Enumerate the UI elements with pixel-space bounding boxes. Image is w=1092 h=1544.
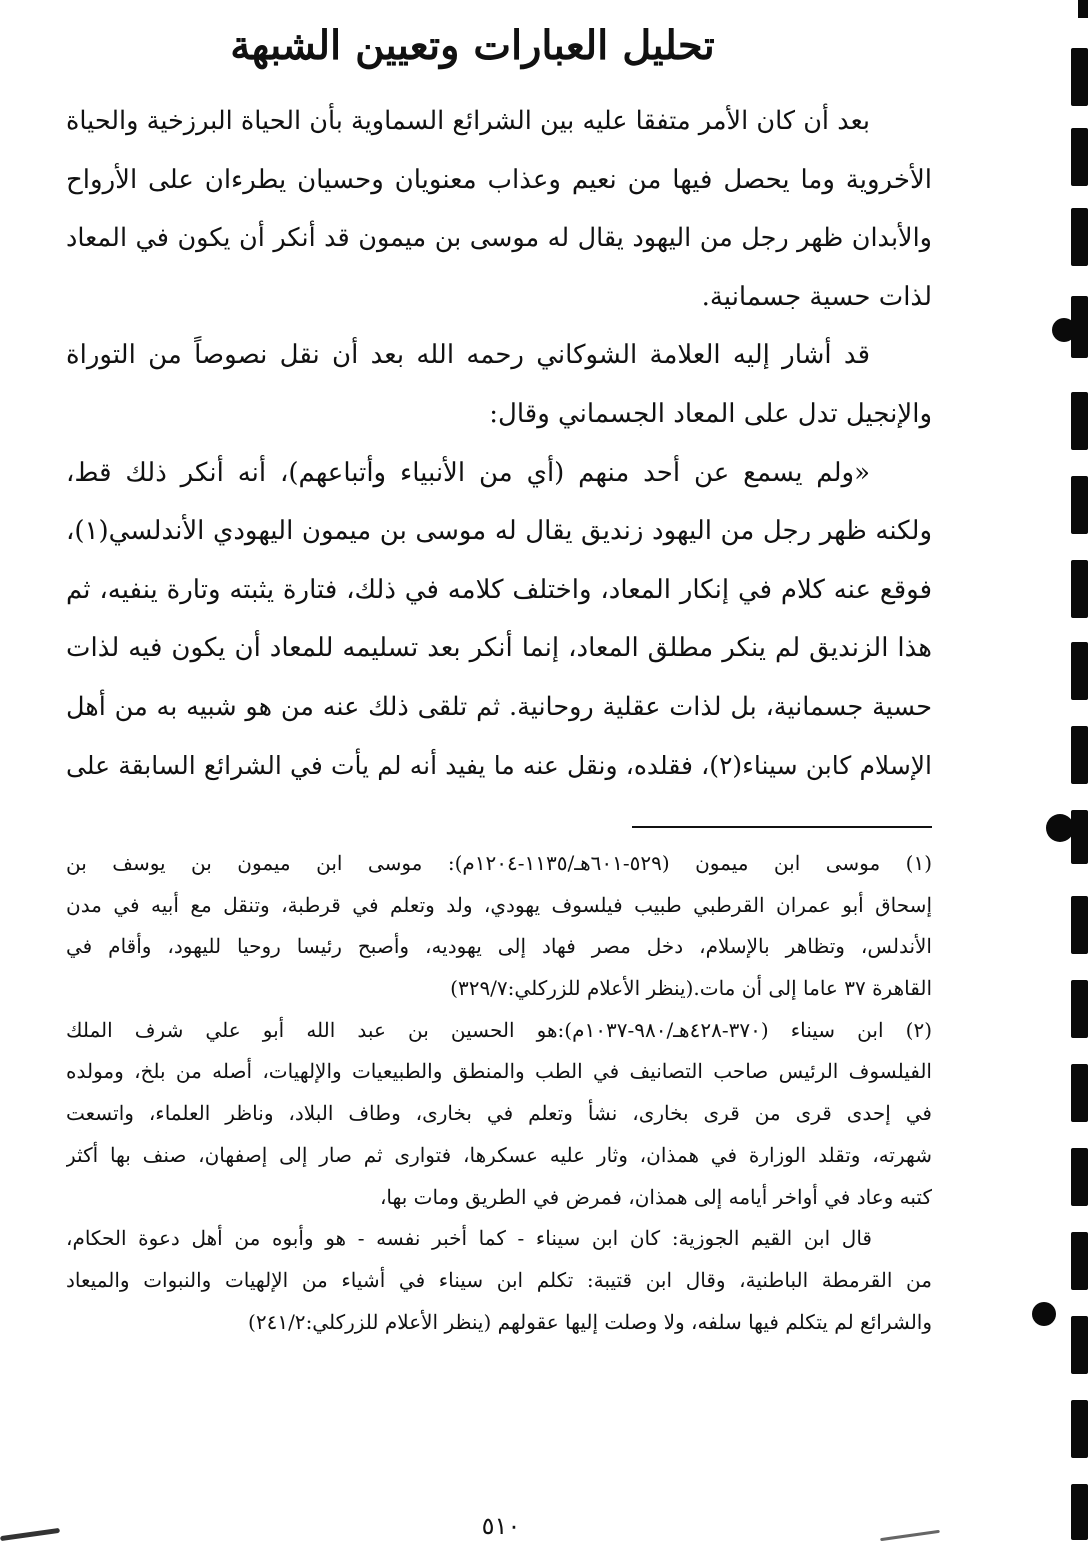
footnote-line: القاهرة ٣٧ عاما إلى أن مات.(ينظر الأعلام للزركلي:٣٢٩/٧): [450, 976, 932, 1001]
binder-hole: [1071, 476, 1088, 534]
binder-hole: [1071, 48, 1088, 106]
main-line: فوقع عنه كلام في إنكار المعاد، واختلف كلامه في ذلك، فتارة يثبته وتارة ينفيه، ثم: [66, 574, 932, 605]
footnote-line: (٢) ابن سيناء (٣٧٠-٤٢٨هـ/٩٨٠-١٠٣٧م):هو الحسين بن عبد الله أبو علي شرف الملك: [66, 1017, 932, 1042]
footnote-divider: [632, 826, 932, 828]
main-line: والإنجيل تدل على المعاد الجسماني وقال:: [489, 398, 932, 429]
main-line: حسية جسمانية، بل لذات عقلية روحانية. ثم تلقى ذلك عنه من هو شبيه به من أهل: [66, 691, 932, 722]
binder-hole: [1071, 392, 1088, 450]
binder-hole: [1071, 560, 1088, 618]
binder-hole: [1071, 1400, 1088, 1458]
footnote-line: الأندلس، وتظاهر بالإسلام، دخل مصر فهاد إلى يهوديه، وأصبح رئيسا روحيا لليهود، وأقام في: [66, 934, 932, 959]
footnote-line: والشرائع لم يتكلم فيها سلفه، ولا وصلت إليها عقولهم (ينظر الأعلام للزركلي:٢٤١/٢): [248, 1309, 932, 1334]
footnote-line: (١) موسى ابن ميمون (٥٢٩-٦٠١هـ/١١٣٥-١٢٠٤م): موسى ابن ميمون بن يوسف بن: [66, 851, 932, 875]
main-line: «ولم يسمع عن أحد منهم (أي من الأنبياء وأتباعهم)، أنه أنكر ذلك قط،: [66, 457, 870, 488]
footnote-line: الفيلسوف الرئيس صاحب التصانيف في الطب والمنطق والطبيعيات والإلهيات، أصله من بلخ، ومولده: [66, 1059, 932, 1084]
footnote-line: شهرته، وتقلد الوزارة في همذان، وثار عليه عسكرها، فتوارى ثم صار إلى إصفهان، صنف بها أكثر: [66, 1142, 932, 1167]
main-line: والأبدان ظهر رجل من اليهود يقال له موسى بن ميمون قد أنكر أن يكون في المعاد: [66, 223, 932, 254]
main-line: قد أشار إليه العلامة الشوكاني رحمه الله بعد أن نقل نصوصاً من التوراة: [66, 340, 870, 371]
binder-hole: [1071, 896, 1088, 954]
main-line: لذات حسية جسمانية.: [701, 281, 932, 312]
page-title: تحليل العبارات وتعيين الشبهة: [230, 22, 715, 69]
punch-hole: [1032, 1302, 1056, 1326]
footnote-line: من القرمطة الباطنية، وقال ابن قتيبة: تكلم ابن سيناء في أشياء من الإلهيات والنبوات والميعاد: [66, 1267, 932, 1292]
main-line: ولكنه ظهر رجل من اليهود زنديق يقال له موسى بن ميمون اليهودي الأندلسي(١)،: [66, 516, 932, 547]
main-line: الأخروية وما يحصل فيها من نعيم وعذاب معنويان وحسيان يطرءان على الأرواح: [66, 164, 932, 195]
binder-hole: [1071, 810, 1088, 864]
punch-hole: [1052, 318, 1076, 342]
binder-hole: [1071, 642, 1088, 700]
main-line: هذا الزنديق لم ينكر مطلق المعاد، إنما أنكر بعد تسليمه للمعاد أن يكون فيه لذات: [66, 633, 932, 664]
binder-hole: [1071, 1064, 1088, 1122]
page-number: ٥١٠: [481, 1512, 521, 1540]
scan-smudge: [0, 1528, 60, 1541]
binder-hole: [1071, 1316, 1088, 1374]
footnote-line: إسحاق أبو عمران القرطبي طبيب فيلسوف يهودي، ولد وتعلم في قرطبة، وتنقل مع أبيه في مدن: [66, 892, 932, 917]
footnote-line: في إحدى قرى من قرى بخارى، نشأ وتعلم في بخارى، وطاف البلاد، وناظر العلماء، واتسعت: [66, 1101, 932, 1126]
binder-edge-mark: [1078, 0, 1088, 18]
scan-smudge: [880, 1530, 940, 1541]
main-line: بعد أن كان الأمر متفقا عليه بين الشرائع السماوية بأن الحياة البرزخية والحياة: [66, 106, 870, 136]
binder-hole: [1071, 128, 1088, 186]
footnote-line: كتبه وعاد في أواخر أيامه إلى همذان، فمرض في الطريق ومات بها،: [379, 1184, 932, 1209]
main-line: الإسلام كابن سيناء(٢)، فقلده، ونقل عنه ما يفيد أنه لم يأت في الشرائع السابقة على: [66, 750, 932, 780]
binder-hole: [1071, 1232, 1088, 1290]
binder-hole: [1071, 208, 1088, 266]
main-text: [66, 92, 932, 795]
punch-hole: [1046, 814, 1074, 842]
binder-hole: [1071, 980, 1088, 1038]
binder-hole: [1071, 1484, 1088, 1540]
binder-hole: [1071, 726, 1088, 784]
footnotes: [66, 843, 932, 1343]
footnote-line: قال ابن القيم الجوزية: كان ابن سيناء - كما أخبر نفسه - هو وأبوه من أهل دعوة الحكام،: [66, 1226, 872, 1251]
binder-hole: [1071, 1148, 1088, 1206]
